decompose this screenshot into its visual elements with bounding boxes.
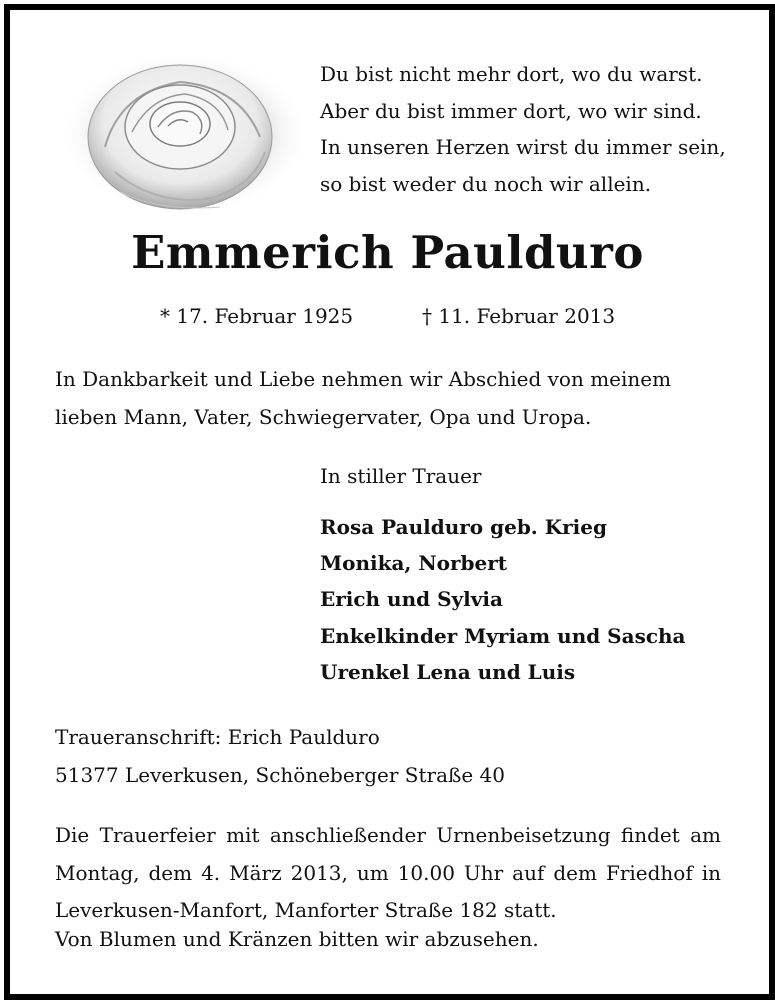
mourning-heading: In stiller Trauer	[320, 464, 482, 488]
mourning-address	[55, 719, 505, 794]
death-date: † 11. Februar 2013	[422, 304, 616, 328]
mourner-name: Urenkel Lena und Luis	[320, 659, 576, 684]
mourner-name: Erich und Sylvia	[320, 587, 503, 612]
intro-text: In Dankbarkeit und Liebe nehmen wir Abschied von meinem lieben Mann, Vater, Schwiegervater, Opa und Uropa.	[55, 367, 672, 429]
address-line: 51377 Leverkusen, Schöneberger Straße 40	[55, 762, 506, 787]
poem-line: Du bist nicht mehr dort, wo du warst.	[320, 62, 703, 86]
deceased-name: Emmerich Paulduro	[131, 226, 644, 279]
address-line: Traueranschrift: Erich Paulduro	[55, 725, 380, 749]
mourner-name: Monika, Norbert	[320, 551, 508, 576]
service-info: Die Trauerfeier mit anschließender Urnenbeisetzung findet am Montag, dem 4. März 2013, um 10.00 Uhr auf dem Friedhof in Leverkusen-Manfort, Manforter Straße 182 statt.	[55, 823, 721, 922]
flowers-note: Von Blumen und Kränzen bitten wir abzusehen.	[55, 927, 539, 951]
poem-line: Aber du bist immer dort, wo wir sind.	[320, 98, 702, 123]
birth-date: * 17. Februar 1925	[160, 304, 354, 328]
mourner-name: Enkelkinder Myriam und Sascha	[320, 623, 686, 648]
rose-image	[60, 52, 310, 217]
mourner-name: Rosa Paulduro geb. Krieg	[320, 515, 607, 539]
mourners-list	[320, 509, 686, 690]
poem-line: In unseren Herzen wirst du immer sein,	[320, 135, 726, 159]
poem-line: so bist weder du noch wir allein.	[320, 171, 652, 196]
poem	[320, 56, 740, 202]
